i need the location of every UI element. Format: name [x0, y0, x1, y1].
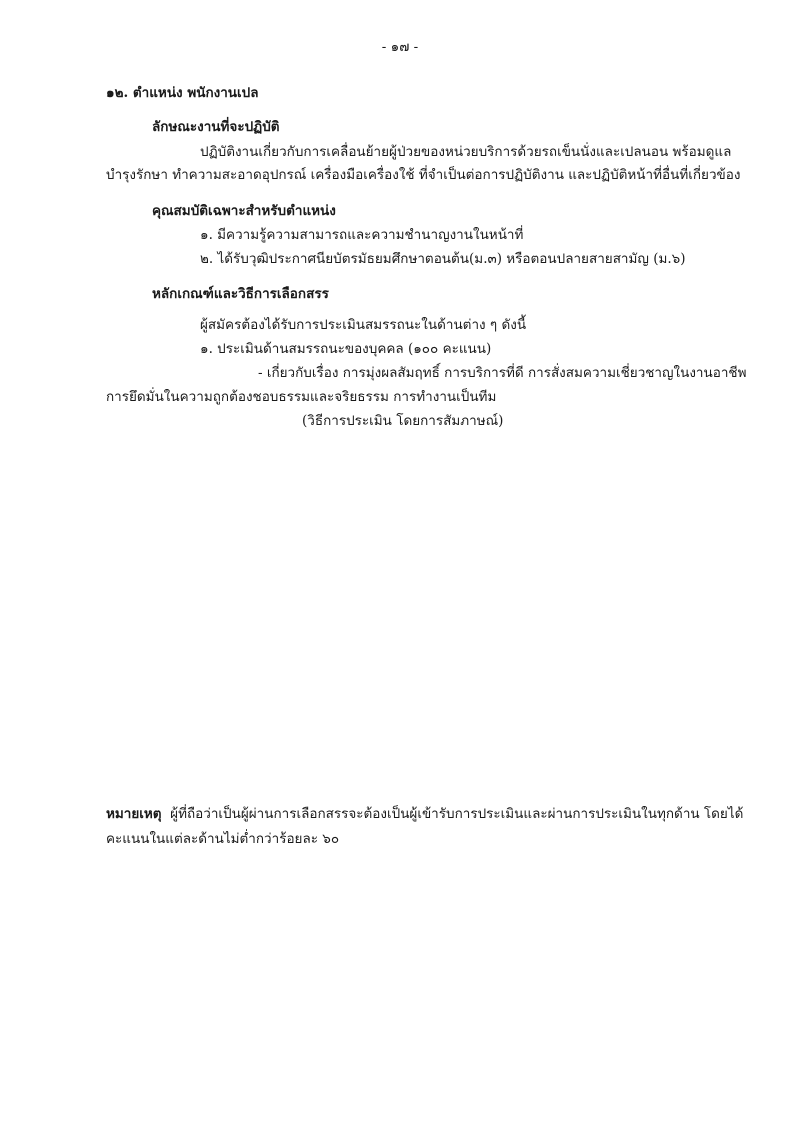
note-line-2: คะแนนในแต่ละด้านไม่ต่ำกว่าร้อยละ ๖๐	[106, 831, 340, 847]
selection-detail-line-2: การยึดมั่นในความถูกต้องชอบธรรมและจริยธรรม การทำงานเป็นทีม	[106, 389, 497, 405]
note-label: หมายเหตุ	[106, 806, 162, 822]
qualification-item-2: ๒. ได้รับวุฒิประกาศนียบัตรมัธยมศึกษาตอนต้น(ม.๓) หรือตอนปลายสายสามัญ (ม.๖)	[200, 251, 686, 267]
note-text-1: ผู้ที่ถือว่าเป็นผู้ผ่านการเลือกสรรจะต้องเป็นผู้เข้ารับการประเมินและผ่านการประเมินในทุกด้าน โดยได้	[170, 806, 744, 822]
duties-title: ลักษณะงานที่จะปฏิบัติ	[152, 119, 280, 135]
selection-method: (วิธีการประเมิน โดยการสัมภาษณ์)	[302, 413, 504, 429]
selection-item-1: ๑. ประเมินด้านสมรรถนะของบุคคล (๑๐๐ คะแนน)	[200, 341, 492, 357]
selection-detail-line-1: - เกี่ยวกับเรื่อง การมุ่งผลสัมฤทธิ์ การบริการที่ดี การสั่งสมความเชี่ยวชาญในงานอาชีพ	[258, 365, 747, 381]
duties-line-1: ปฏิบัติงานเกี่ยวกับการเคลื่อนย้ายผู้ป่วยของหน่วยบริการด้วยรถเข็นนั่งและเปลนอน พร้อมดูแล	[200, 144, 732, 160]
position-heading: ๑๒. ตำแหน่ง พนักงานเปล	[106, 85, 259, 101]
selection-intro: ผู้สมัครต้องได้รับการประเมินสมรรถนะในด้านต่าง ๆ ดังนี้	[200, 317, 527, 333]
selection-title: หลักเกณฑ์และวิธีการเลือกสรร	[152, 286, 329, 302]
page-number: - ๑๗ -	[381, 39, 419, 55]
note-line-1	[106, 805, 743, 823]
qualifications-title: คุณสมบัติเฉพาะสำหรับตำแหน่ง	[152, 203, 336, 219]
duties-line-2: บำรุงรักษา ทำความสะอาดอุปกรณ์ เครื่องมือเครื่องใช้ ที่จำเป็นต่อการปฏิบัติงาน และปฏิบัติหน้าที่อื่นที่เกี่ยวข้อง	[106, 167, 741, 183]
qualification-item-1: ๑. มีความรู้ความสามารถและความชำนาญงานในหน้าที่	[200, 227, 524, 243]
